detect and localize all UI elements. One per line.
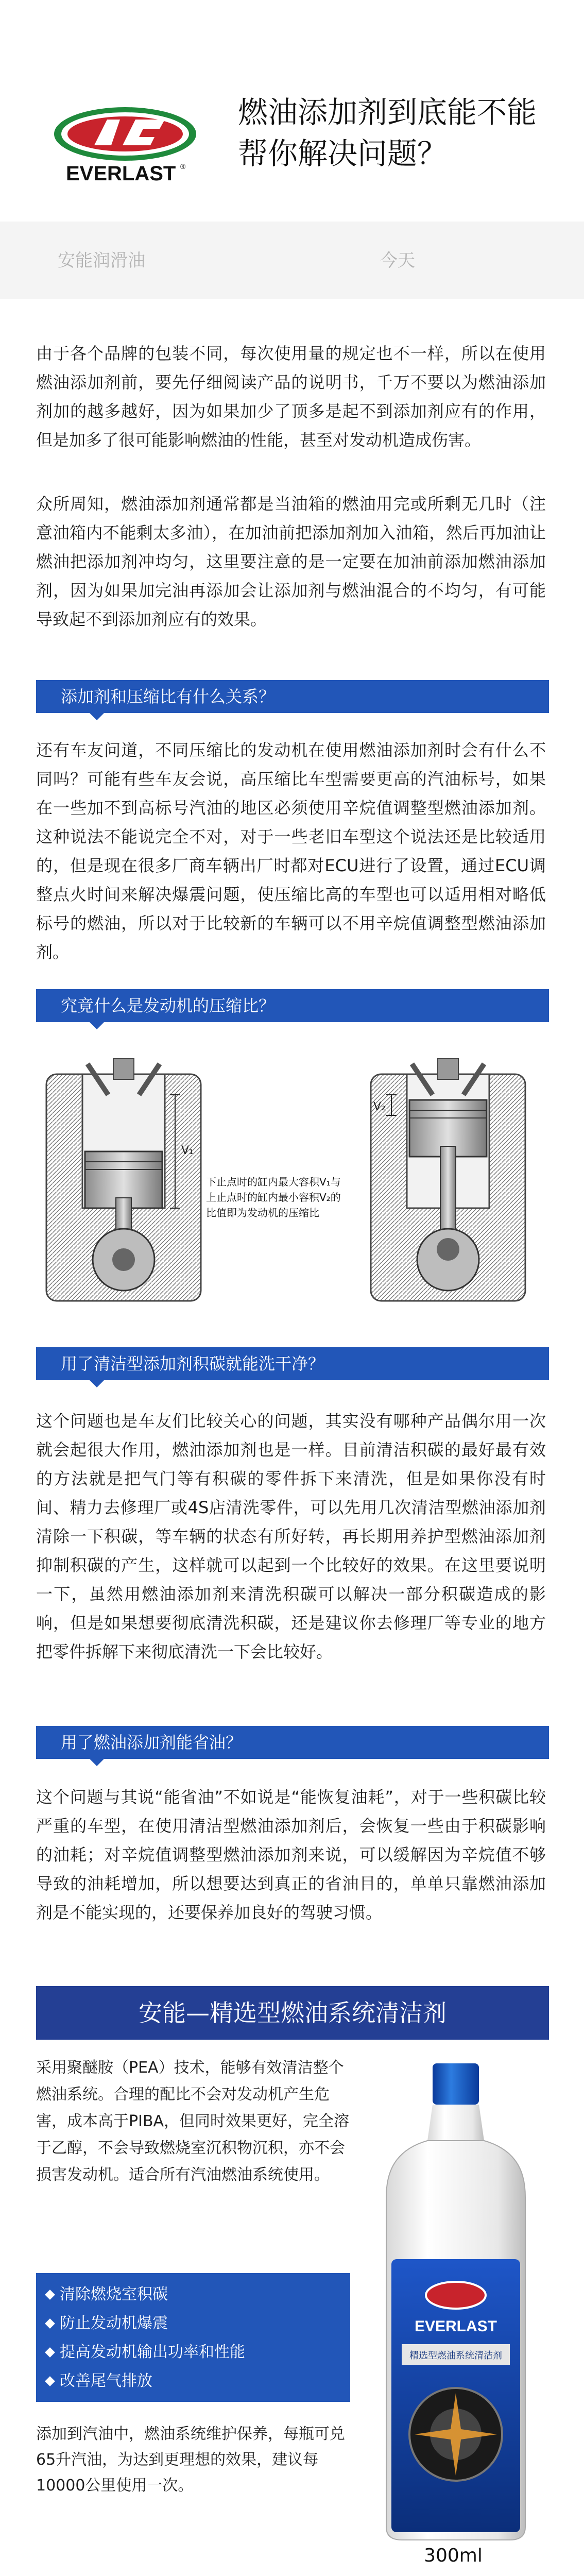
section-heading-ratio (36, 989, 549, 1022)
diamond-bullet-icon (45, 2290, 55, 2300)
paragraph-4: 这个问题也是车友们比较关心的问题，其实没有哪种产品偶尔用一次就会起很大作用，燃油添加剂也是一样。目前清洁积碳的最好最有效的方法就是把气门等有积碳的零件拆下来清洗，但是如果你没有时间、精力去修理厂或4S店清洗零件，可以先用几次清洁型燃油添加剂清除一下积碳，等车辆的状态有所好转，再长期用养护型燃油添加剂抑制积碳的产生，这样就可以起到一个比较好的效果。在这里要说明一下，虽然用燃油添加剂来清洗积碳可以解决一部分积碳造成的影响，但是如果想要彻底清洗积碳，还是建议你去修理厂等专业的地方把零件拆解下来彻底清洗一下会比较好。 (36, 1411, 546, 1662)
bottle-product-name: 精选型燃油系统清洁剂 (409, 2350, 502, 2361)
product-banner (36, 1986, 549, 2040)
product-banner-title: 安能—精选型燃油系统清洁剂 (139, 1999, 446, 2027)
section-heading-carbon (36, 1347, 549, 1380)
diamond-bullet-icon (45, 2376, 55, 2386)
compression-ratio-diagram (36, 1043, 549, 1316)
v1-label: V₁ (181, 1144, 194, 1157)
bottle-volume: 300ml (424, 2545, 483, 2566)
paragraph-3: 还有车友问道，不同压缩比的发动机在使用燃油添加剂时会有什么不同吗？可能有些车友会说，高压缩比车型需要更高的汽油标号，如果在一些加不到高标号汽油的地区必须使用辛烷值调整型燃油添加剂。这种说法不能说完全不对，对于一些老旧车型这个说法还是比较适用的，但是现在很多厂商车辆出厂时都对ECU进行了设置，通过ECU调整点火时间来解决爆震问题，使压缩比高的车型也可以适用相对略低标号的燃油，所以对于比较新的车辆可以不用辛烷值调整型燃油添加剂。 (36, 740, 546, 962)
paragraph-5: 这个问题与其说“能省油”不如说是“能恢复油耗”，对于一些积碳比较严重的车型，在使用清洁型燃油添加剂后，会恢复一些由于积碳影响的油耗；对辛烷值调整型燃油添加剂来说，可以缓解因为辛烷值不够导致的油耗增加，所以想要达到真正的省油目的，单单只靠燃油添加剂是不能实现的，还要保养加良好的驾驶习惯。 (36, 1787, 546, 1922)
svg-text:®: ® (180, 162, 186, 171)
diagram-caption-3: 比值即为发动机的压缩比 (206, 1207, 319, 1219)
everlast-logo (45, 103, 205, 191)
section-heading-text: 究竟什么是发动机的压缩比？ (61, 996, 276, 1015)
diamond-bullet-icon (45, 2318, 55, 2329)
heading-pointer (90, 1380, 104, 1387)
heading-pointer (90, 713, 104, 720)
diamond-bullet-icon (45, 2347, 55, 2358)
bottle-brand: EVERLAST (414, 2318, 497, 2335)
paragraph-1: 由于各个品牌的包装不同，每次使用量的规定也不一样，所以在使用燃油添加剂前，要先仔细阅读产品的说明书，千万不要以为燃油添加剂加的越多越好，因为如果加少了顶多是起不到添加剂应有的作用，但是加多了很可能影响燃油的性能，甚至对发动机造成伤害。 (36, 344, 546, 450)
article-title: 燃油添加剂到底能不能帮你解决问题？ (238, 95, 537, 171)
feature-item: 清除燃烧室积碳 (46, 2284, 168, 2305)
feature-item: 改善尾气排放 (46, 2371, 152, 2392)
brand-wordmark: EVERLAST (66, 162, 176, 185)
product-bottle-image (371, 2063, 541, 2543)
heading-pointer (90, 1759, 104, 1766)
diagram-caption-2: 上止点时的缸内最小容积V₂的 (206, 1191, 341, 1204)
section-heading-text: 用了燃油添加剂能省油？ (61, 1733, 243, 1752)
section-heading-text: 添加剂和压缩比有什么关系？ (61, 687, 276, 706)
heading-pointer (90, 1022, 104, 1029)
section-heading-fuel-saving (36, 1726, 549, 1759)
article-header (0, 0, 584, 222)
paragraph-2: 众所周知，燃油添加剂通常都是当油箱的燃油用完或所剩无几时（注意油箱内不能剩太多油），在加油前把添加剂加入油箱，然后再加油让燃油把添加剂冲均匀，这里要注意的是一定要在加油前添加燃油添加剂，因为如果加完油再添加会让添加剂与燃油混合的不均匀，有可能导致起不到添加剂应有的效果。 (36, 494, 546, 629)
section-heading-compression (36, 680, 549, 713)
product-usage-note: 添加到汽油中，燃油系统维护保养，每瓶可兑65升汽油，为达到更理想的效果，建议每10000公里使用一次。 (36, 2425, 345, 2495)
article-source[interactable]: 安能润滑油 (58, 250, 145, 271)
v2-label: V₂ (373, 1100, 386, 1113)
feature-item: 提高发动机输出功率和性能 (46, 2342, 245, 2363)
product-description: 采用聚醚胺（PEA）技术，能够有效清洁整个燃油系统。合理的配比不会对发动机产生危害，成本高于PIBA，但同时效果更好，完全溶于乙醇，不会导致燃烧室沉积物沉积，亦不会损害发动机。适合所有汽油燃油系统使用。 (36, 2059, 350, 2184)
section-heading-text: 用了清洁型添加剂积碳就能洗干净？ (61, 1354, 325, 1374)
product-features (36, 2273, 350, 2402)
diagram-caption-1: 下止点时的缸内最大容积V₁与 (206, 1176, 341, 1188)
article-date: 今天 (380, 250, 415, 271)
feature-item: 防止发动机爆震 (46, 2313, 168, 2334)
